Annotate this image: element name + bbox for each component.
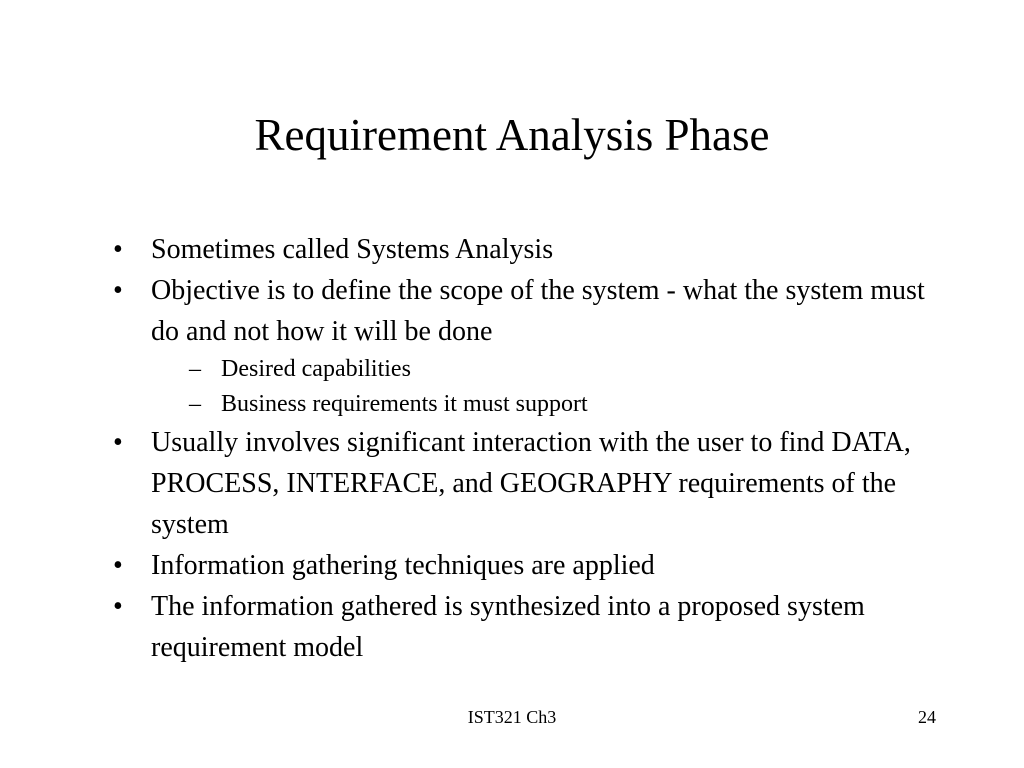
bullet-item	[113, 270, 933, 422]
bullet-marker: •	[113, 550, 123, 581]
slide-title: Requirement Analysis Phase	[254, 110, 770, 160]
sub-bullet-list	[151, 352, 933, 422]
sub-bullet-text: Desired capabilities	[221, 356, 411, 382]
bullet-list	[113, 229, 933, 668]
bullet-marker: •	[113, 591, 123, 622]
bullet-text: Objective is to define the scope of the system - what the system must do and not how it will be done	[151, 275, 925, 347]
bullet-marker: •	[113, 234, 123, 265]
bullet-item	[113, 229, 933, 270]
bullet-text: Sometimes called Systems Analysis	[151, 234, 554, 265]
bullet-item	[113, 586, 933, 668]
bullet-marker: •	[113, 427, 123, 458]
footer-page-number: 24	[918, 707, 936, 727]
footer-course-label: IST321 Ch3	[467, 707, 557, 727]
bullet-text: Usually involves significant interaction with the user to find DATA, PROCESS, INTERFACE, and GEOGRAPHY requirements of the system	[151, 427, 911, 540]
sub-bullet-text: Business requirements it must support	[221, 391, 588, 417]
sub-bullet-item	[151, 352, 933, 387]
bullet-item	[113, 545, 933, 586]
bullet-marker: •	[113, 275, 123, 306]
sub-bullet-marker: –	[189, 391, 201, 417]
bullet-item	[113, 422, 933, 545]
bullet-text: Information gathering techniques are applied	[151, 550, 655, 581]
sub-bullet-marker: –	[189, 356, 201, 382]
bullet-text: The information gathered is synthesized into a proposed system requirement model	[151, 591, 865, 663]
sub-bullet-item	[151, 387, 933, 422]
